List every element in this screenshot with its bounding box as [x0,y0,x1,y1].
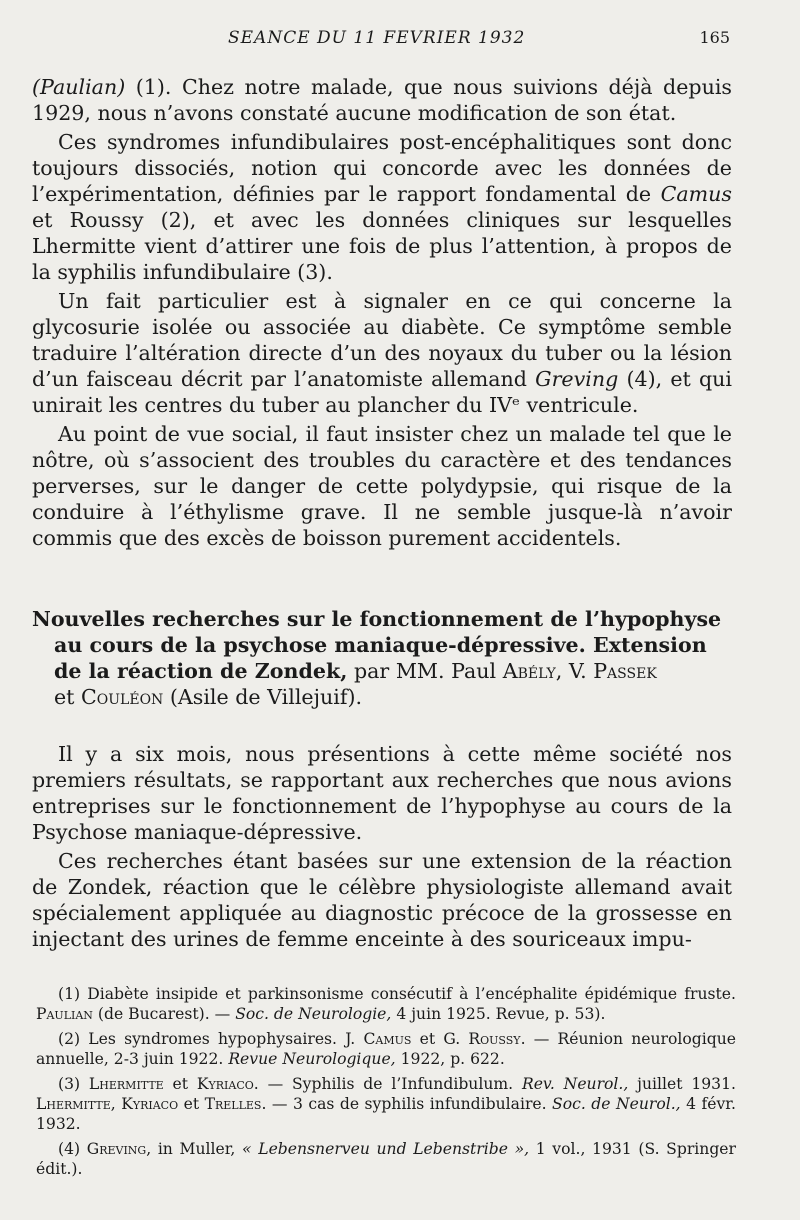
page-number: 165 [699,28,730,47]
author-name: Passek [593,659,657,683]
title-line: de la réaction de Zondek, par MM. Paul Abély, V. Passek [54,659,657,683]
running-title: SEANCE DU 11 FEVRIER 1932 [228,28,526,48]
paragraph: Un fait particulier est à signaler en ce qui concerne la glycosurie isolée ou associée au diabète. Ce symptôme semble traduire l’altération directe d’un des noyaux du tuber ou la lésion d’un faisceau décrit par l’anatomiste allemand Greving (4), et qui unirait les centres du tuber au plancher du IVᵉ ventricule. [32,289,732,417]
page-header [32,28,730,48]
continued-article-text [32,74,732,554]
paragraph: Ces recherches étant basées sur une extension de la réaction de Zondek, réaction que le célèbre physiologiste allemand avait spécialement appliquée au diagnostic précoce de la grossesse en injectant des urines de femme enceinte à des souriceaux impu- [32,849,732,951]
paragraph: (Paulian) (1). Chez notre malade, que nous suivions déjà depuis 1929, nous n’avons constaté aucune modification de son état. [32,75,732,125]
footnotes [36,984,736,1184]
paragraph: Au point de vue social, il faut insister chez un malade tel que le nôtre, où s’associent des troubles du caractère et des tendances perverses, sur le danger de cette polydypsie, qui risque de la conduire à l’éthylisme grave. Il ne semble jusque-là n’avoir commis que des excès de boisson purement accidentels. [32,422,732,550]
title-line: Nouvelles recherches sur le fonctionnement de l’hypophyse [32,607,722,631]
footnote-3: (3) Lhermitte et Kyriaco. — Syphilis de l’Infundibulum. Rev. Neurol., juillet 1931. Lhermitte, Kyriaco et Trelles. — 3 cas de syphilis infundibulaire. Soc. de Neurol., 4 févr. 1932. [36,1075,736,1133]
paragraph: Ces syndromes infundibulaires post-encéphalitiques sont donc toujours dissociés, notion qui concorde avec les données de l’expérimentation, définies par le rapport fondamental de Camus et Roussy (2), et avec les données cliniques sur lesquelles Lhermitte vient d’attirer une fois de plus l’attention, à propos de la syphilis infundibulaire (3). [32,130,732,284]
title-line: au cours de la psychose maniaque-dépressive. Extension [54,633,707,657]
footnote-2: (2) Les syndromes hypophysaires. J. Camus et G. Roussy. — Réunion neurologique annuelle, 2-3 juin 1922. Revue Neurologique, 1922, p. 622. [36,1030,736,1068]
author-citation: (Paulian) [32,75,126,99]
author-name: Couléon [81,685,164,709]
paragraph: Il y a six mois, nous présentions à cette même société nos premiers résultats, se rapportant aux recherches que nous avions entreprises sur le fonctionnement de l’hypophyse au cours de la Psychose maniaque-dépressive. [32,742,732,844]
article-title [32,606,736,710]
footnote-1: (1) Diabète insipide et parkinsonisme consécutif à l’encéphalite épidémique fruste. Paulian (de Bucarest). — Soc. de Neurologie, 4 juin 1925. Revue, p. 53). [36,985,736,1023]
article-body [32,741,732,955]
title-line: et Couléon (Asile de Villejuif). [54,685,363,709]
footnote-4: (4) Greving, in Muller, « Lebensnerveu und Lebenstribe », 1 vol., 1931 (S. Springer édit.). [36,1140,736,1178]
author-name: Abély [502,659,556,683]
